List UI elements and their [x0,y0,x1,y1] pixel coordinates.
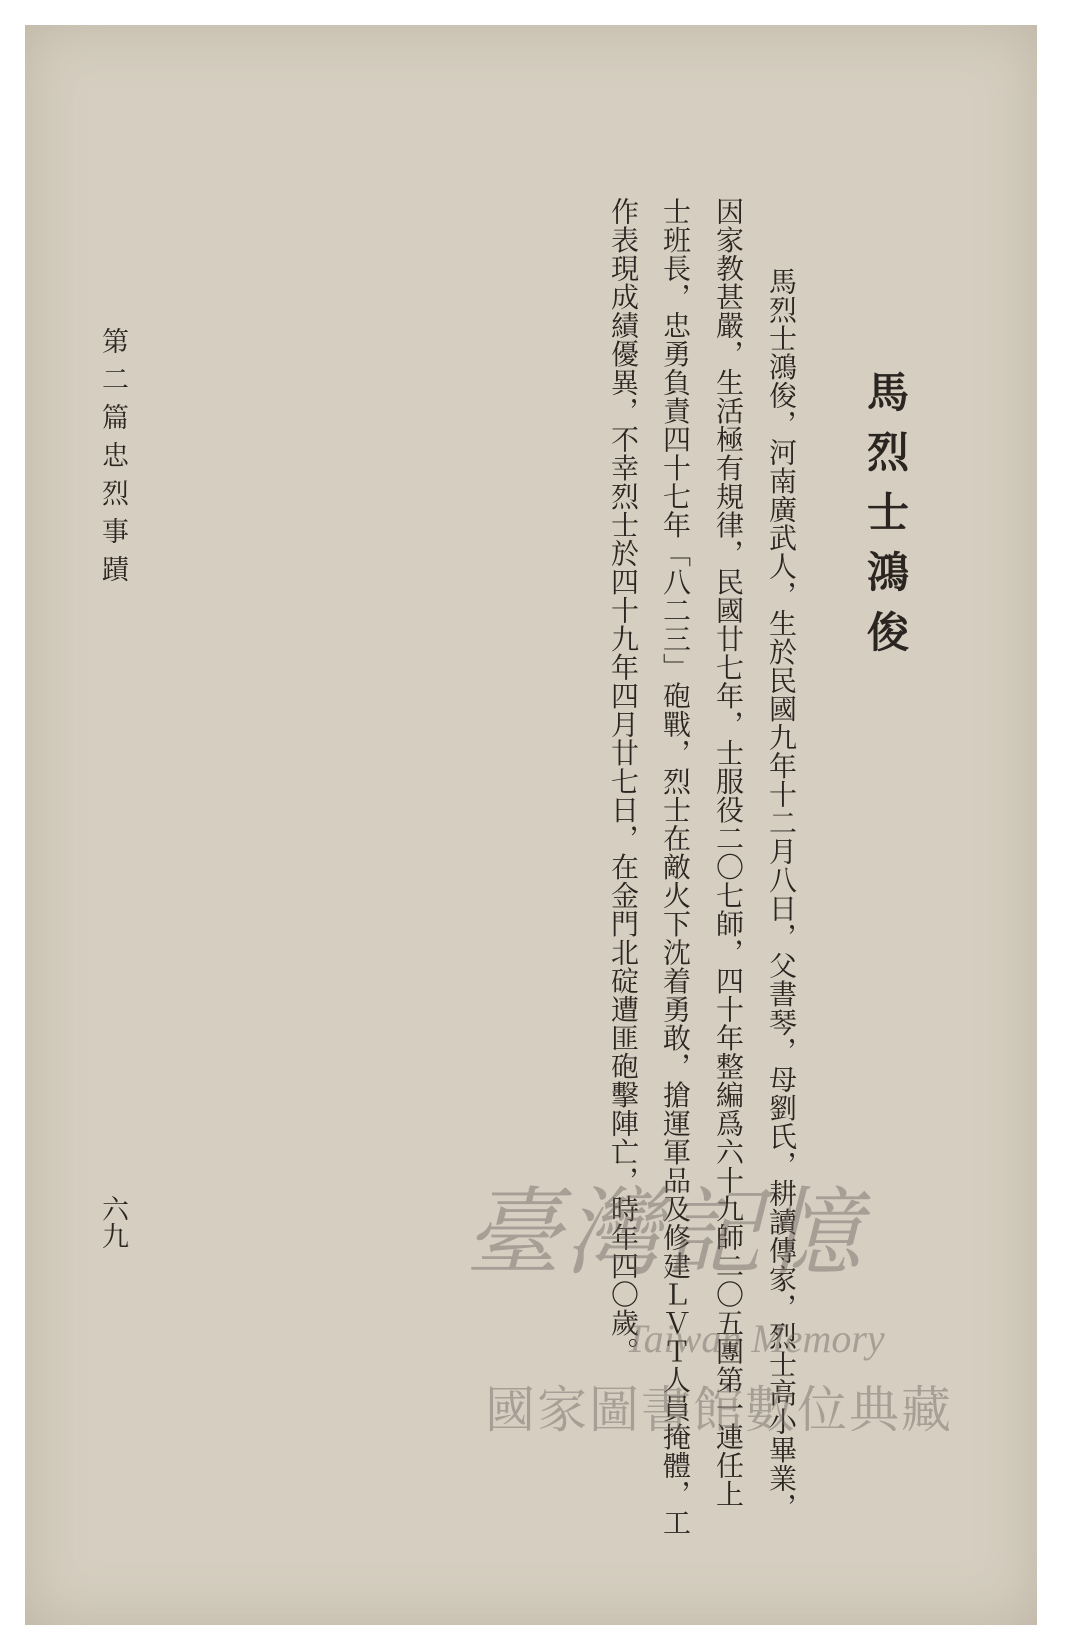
body-column-3: 士班長，忠勇負責四十七年「八二三」砲戰，烈士在敵火下沈着勇敢，搶運軍品及修建ＬＶＴ人員掩體，工 [659,197,692,1537]
watermark-calligraphy: 臺灣記憶 [465,1177,865,1289]
watermark-org: 國家圖書館數位典藏 [485,1381,953,1439]
body-column-1: 馬烈士鴻俊，河南廣武人，生於民國九年十二月八日，父書琴，母劉氏，耕讀傳家，烈士高小畢業， [765,267,798,1521]
bleed-through-texture [495,195,535,223]
body-column-4: 作表現成績優異，不幸烈士於四十九年四月廿七日，在金門北碇遭匪砲擊陣亡，時年四〇歲。 [607,197,640,1366]
page-number: 六九 [97,1195,128,1249]
document-page [25,25,1037,1625]
running-head: 第二篇忠烈事蹟 [97,327,128,593]
watermark [465,1177,985,1439]
body-column-2: 因家教甚嚴，生活極有規律，民國廿七年，士服役二〇七師，四十年整編爲六十九師二〇五團第一連任上 [712,197,745,1508]
watermark-english: Taiwan Memory [625,1316,885,1361]
page-title: 馬烈士鴻俊 [861,370,910,670]
